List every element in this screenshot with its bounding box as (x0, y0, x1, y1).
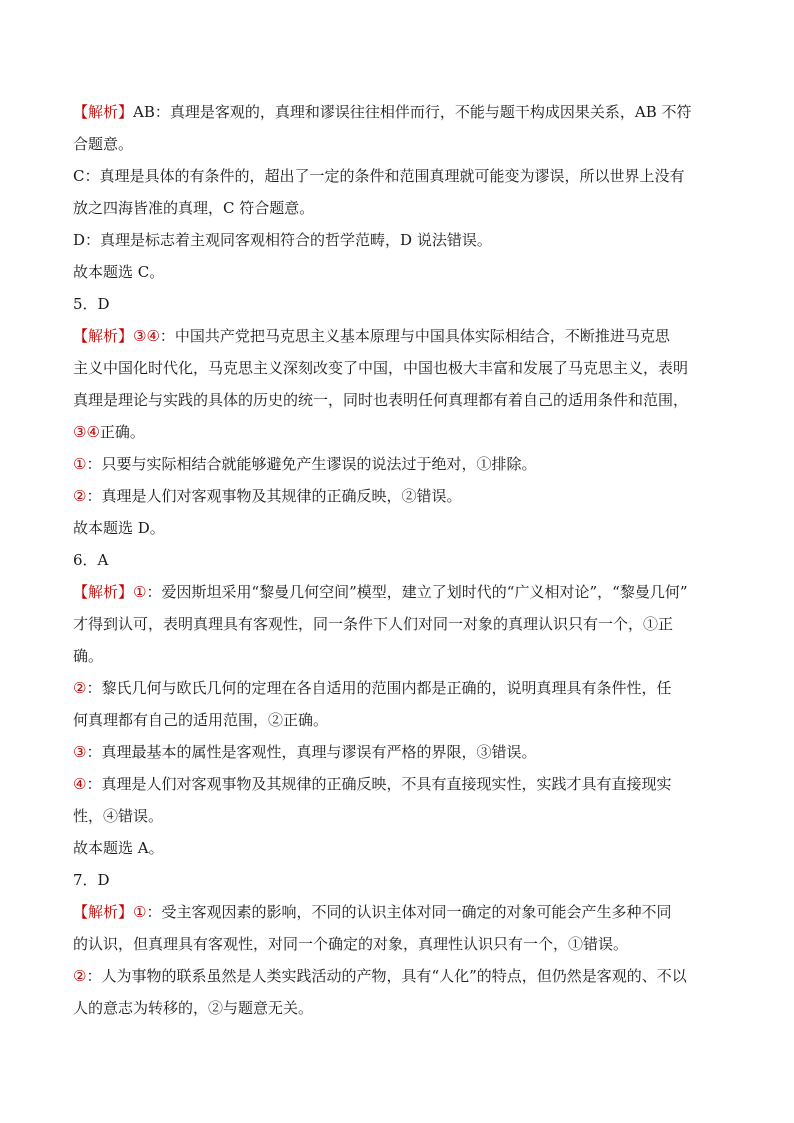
text-line (73, 960, 723, 992)
text-line (73, 992, 723, 1024)
analysis-tag: 【解析】 (73, 103, 134, 121)
text-line (73, 416, 723, 448)
text-line (73, 352, 723, 384)
text-line (73, 608, 723, 640)
option-number: ③ (73, 743, 87, 761)
text-line (73, 128, 723, 160)
option-number: ③④ (73, 423, 100, 441)
text-line (73, 448, 723, 480)
line-text: 故本题选 C。 (73, 263, 165, 281)
text-line (73, 192, 723, 224)
line-text: ：真理是人们对客观事物及其规律的正确反映，②错误。 (86, 487, 462, 505)
text-line (73, 480, 723, 512)
option-number: ② (73, 967, 87, 985)
line-text: 性，④错误。 (73, 807, 164, 825)
line-text: 7．D (73, 871, 110, 889)
option-number: ② (73, 679, 87, 697)
line-text: 何真理都有自己的适用范围，②正确。 (73, 711, 329, 729)
text-line (73, 544, 723, 576)
option-number: ① (133, 583, 147, 601)
line-text: ：受主客观因素的影响，不同的认识主体对同一确定的对象可能会产生多种不同 (146, 903, 672, 921)
analysis-tag: 【解析】 (73, 583, 134, 601)
line-text: 人的意志为转移的，②与题意无关。 (73, 999, 314, 1017)
option-number: ② (73, 487, 87, 505)
analysis-tag: 【解析】 (73, 327, 134, 345)
analysis-tag: 【解析】 (73, 903, 134, 921)
text-line (73, 256, 723, 288)
line-text: ：爱因斯坦采用“黎曼几何空间”模型，建立了划时代的“广义相对论”，“黎曼几何” (146, 583, 688, 601)
text-line (73, 800, 723, 832)
text-line (73, 512, 723, 544)
line-text: ：中国共产党把马克思主义基本原理与中国具体实际相结合，不断推进马克思 (159, 327, 670, 345)
text-line (73, 288, 723, 320)
text-line (73, 576, 723, 608)
option-number: ① (73, 455, 87, 473)
text-line (73, 864, 723, 896)
line-text: ：人为事物的联系虽然是人类实践活动的产物，具有“人化”的特点，但仍然是客观的、不以 (86, 967, 687, 985)
text-line (73, 928, 723, 960)
text-line (73, 384, 723, 416)
line-text: ：真理是人们对客观事物及其规律的正确反映，不具有直接现实性，实践才具有直接现实 (86, 775, 672, 793)
line-text: ：黎氏几何与欧氏几何的定理在各自适用的范围内都是正确的，说明真理具有条件性，任 (86, 679, 672, 697)
option-number: ④ (73, 775, 87, 793)
line-text: 故本题选 A。 (73, 839, 164, 857)
option-number: ③④ (133, 327, 160, 345)
line-text: ：只要与实际相结合就能够避免产生谬误的说法过于绝对，①排除。 (86, 455, 537, 473)
text-line (73, 768, 723, 800)
line-text: C：真理是具体的有条件的，超出了一定的条件和范围真理就可能变为谬误，所以世界上没有 (73, 167, 685, 185)
line-text: AB：真理是客观的，真理和谬误往往相伴而行，不能与题干构成因果关系，AB 不符 (133, 103, 692, 121)
line-text: 主义中国化时代化，马克思主义深刻改变了中国，中国也极大丰富和发展了马克思主义，表明 (73, 359, 689, 377)
text-line (73, 736, 723, 768)
line-text: 故本题选 D。 (73, 519, 165, 537)
line-text: ：真理最基本的属性是客观性，真理与谬误有严格的界限，③错误。 (86, 743, 537, 761)
text-line (73, 704, 723, 736)
line-text: 合题意。 (73, 135, 134, 153)
text-line (73, 672, 723, 704)
text-line (73, 896, 723, 928)
text-line (73, 224, 723, 256)
line-text: 正确。 (99, 423, 145, 441)
text-line (73, 96, 723, 128)
text-line (73, 640, 723, 672)
text-line (73, 832, 723, 864)
document-page (73, 96, 723, 1024)
text-line (73, 320, 723, 352)
line-text: 确。 (73, 647, 104, 665)
line-text: 的认识，但真理具有客观性，对同一个确定的对象，真理性认识只有一个，①错误。 (73, 935, 629, 953)
line-text: 放之四海皆准的真理，C 符合题意。 (73, 199, 315, 217)
line-text: 5．D (73, 295, 110, 313)
text-line (73, 160, 723, 192)
option-number: ① (133, 903, 147, 921)
line-text: 才得到认可，表明真理具有客观性，同一条件下人们对同一对象的真理认识只有一个，①正 (73, 615, 674, 633)
line-text: D：真理是标志着主观同客观相符合的哲学范畴，D 说法错误。 (73, 231, 492, 249)
line-text: 6．A (73, 551, 109, 569)
line-text: 真理是理论与实践的具体的历史的统一，同时也表明任何真理都有着自己的适用条件和范围， (73, 391, 689, 409)
